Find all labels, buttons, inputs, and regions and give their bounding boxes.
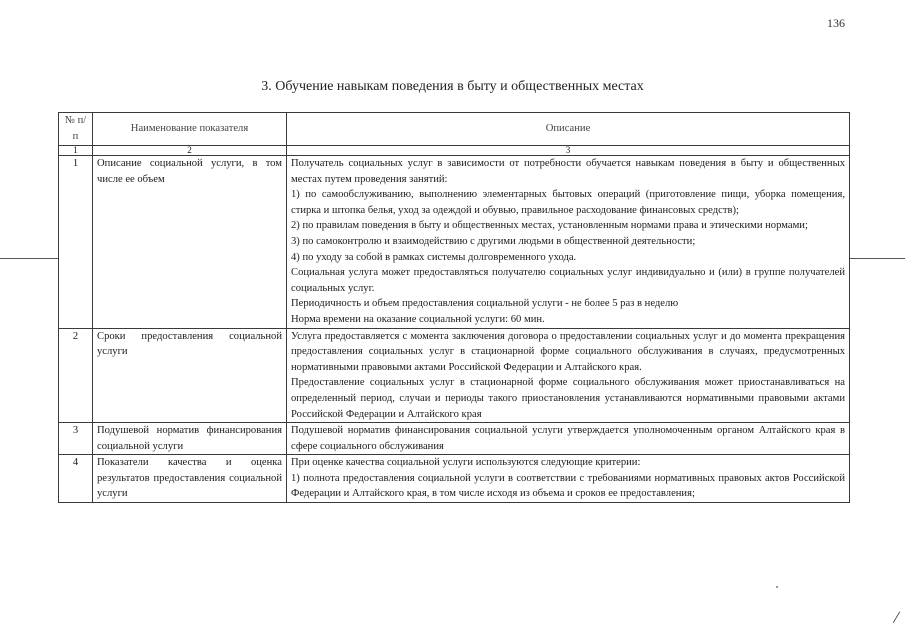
page-number: 136 [827,16,845,30]
header-desc: Описание [287,113,850,146]
scan-artifact-line [850,258,905,259]
description-paragraph: 4) по уходу за собой в рамках системы долговременного ухода. [291,251,577,263]
header-row [59,113,850,146]
description-paragraph: Предоставление социальных услуг в стационарной форме социального обслуживания может приостанавливаться на определенный период, случаи и периоды такого приостановления устанавливаются нормативными правовыми актами Российской Федерации и Алтайского края [291,377,845,420]
header-num: № п/п [59,113,93,146]
description-cell [287,156,850,329]
description-paragraph: Услуга предоставляется с момента заключения договора о предоставлении социальных услуг и до момента прекращения предоставления социальных услуг в стационарной форме социального обслуживания в случаях, предусмотренных нормативными правовыми актами Российской Федерации и Алтайского края. [291,330,845,373]
scan-speck [776,586,778,588]
row-number: 3 [59,423,93,455]
index-cell: 2 [93,146,287,156]
description-cell [287,455,850,503]
indicator-name: Сроки предоставления социальной услуги [93,328,287,423]
table-row [59,156,850,329]
table-row [59,423,850,455]
description-paragraph: 1) полнота предоставления социальной услуги в соответствии с требованиями нормативных правовых актов Российской Федерации и Алтайского края, в том числе исходя из объема и сроков ее предоставления; [291,472,845,500]
indicator-name: Подушевой норматив финансирования социальной услуги [93,423,287,455]
description-paragraph: Норма времени на оказание социальной услуги: 60 мин. [291,313,545,325]
description-paragraph: При оценке качества социальной услуги используются следующие критерии: [291,457,641,469]
indicator-name: Показатели качества и оценка результатов предоставления социальной услуги [93,455,287,503]
table-row [59,455,850,503]
scan-artifact-line [0,258,58,259]
row-number: 1 [59,156,93,329]
index-cell: 1 [59,146,93,156]
description-cell [287,423,850,455]
description-paragraph: 1) по самообслуживанию, выполнению элементарных бытовых операций (приготовление пищи, уборка помещения, стирка и штопка белья, уход за одеждой и обувью, правильное расходование финансовых средств); [291,189,845,216]
document-title: 3. Обучение навыкам поведения в быту и общественных местах [261,79,644,94]
description-paragraph: Социальная услуга может предоставляться получателю социальных услуг индивидуально и (или) в группе получателей социальных услуг. [291,267,845,294]
description-paragraph: 2) по правилам поведения в быту и общественных местах, установленным нормами права и этическими нормами; [291,220,808,232]
handwritten-mark-icon: / [892,606,902,628]
index-cell: 3 [287,146,850,156]
row-number: 2 [59,328,93,423]
description-cell [287,328,850,423]
description-paragraph: 3) по самоконтролю и взаимодействию с другими людьми в общественной деятельности; [291,235,696,247]
description-paragraph: Подушевой норматив финансирования социальной услуги утверждается уполномоченным органом Алтайского края в сфере социального обслуживания [291,425,845,452]
indicator-name: Описание социальной услуги, в том числе ее объем [93,156,287,329]
description-paragraph: Получатель социальных услуг в зависимости от потребности обучается навыкам поведения в быту и общественных местах путем проведения занятий: [291,158,845,185]
description-paragraph: Периодичность и объем предоставления социальной услуги - не более 5 раз в неделю [291,298,679,310]
table-row [59,328,850,423]
services-table [58,112,850,503]
header-name: Наименование показателя [93,113,287,146]
index-row [59,146,850,156]
row-number: 4 [59,455,93,503]
